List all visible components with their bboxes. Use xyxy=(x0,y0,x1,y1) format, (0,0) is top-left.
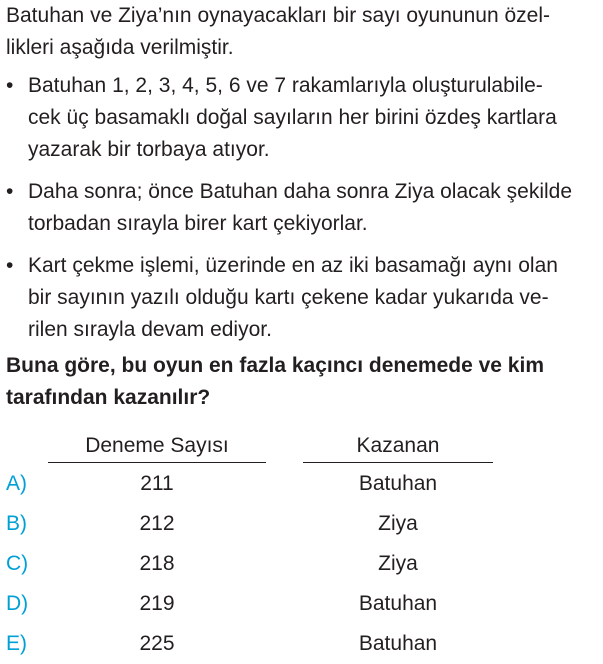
rule-line: rilen sırayla devam ediyor. xyxy=(28,318,272,341)
column-divider xyxy=(48,462,266,463)
option-letter: A) xyxy=(6,472,27,495)
answer-option-a[interactable] xyxy=(0,464,603,504)
rule-line: bir sayının yazılı olduğu kartı çekene kadar yukarıda ve- xyxy=(28,286,549,309)
rule-line: Daha sonra; önce Batuhan daha sonra Ziya olacak şekilde xyxy=(28,180,573,203)
question-text xyxy=(6,350,601,414)
intro-paragraph xyxy=(6,0,601,64)
bullet-icon: • xyxy=(6,180,14,203)
column-header-count: Deneme Sayısı xyxy=(85,434,229,457)
intro-line: likleri aşağıda verilmiştir. xyxy=(6,36,234,59)
bullet-icon: • xyxy=(6,74,14,97)
option-winner: Ziya xyxy=(378,512,418,535)
rule-line: Batuhan 1, 2, 3, 4, 5, 6 ve 7 rakamlarıyla oluşturulabile- xyxy=(28,74,543,97)
option-count: 219 xyxy=(139,592,175,615)
intro-line: Batuhan ve Ziya’nın oynayacakları bir sayı oyununun özel- xyxy=(6,4,550,27)
rule-line: cek üç basamaklı doğal sayıların her birini özdeş kartlara xyxy=(28,106,557,129)
rule-line: torbadan sırayla birer kart çekiyorlar. xyxy=(28,212,368,235)
rule-item xyxy=(0,70,603,166)
answer-option-c[interactable] xyxy=(0,544,603,584)
option-count: 212 xyxy=(139,512,175,535)
rules-list xyxy=(0,70,603,356)
answer-option-e[interactable] xyxy=(0,624,603,664)
option-winner: Batuhan xyxy=(358,472,438,495)
question-line: tarafından kazanılır? xyxy=(6,386,211,409)
option-count: 218 xyxy=(139,552,175,575)
option-winner: Ziya xyxy=(378,552,418,575)
option-letter: D) xyxy=(6,592,29,615)
option-letter: B) xyxy=(6,512,27,535)
bullet-icon: • xyxy=(6,254,14,277)
rule-line: yazarak bir torbaya atıyor. xyxy=(28,138,270,161)
rule-item xyxy=(0,176,603,240)
option-letter: E) xyxy=(6,632,27,655)
question-line: Buna göre, bu oyun en fazla kaçıncı denemede ve kim xyxy=(6,354,544,377)
option-winner: Batuhan xyxy=(358,632,438,655)
rule-item xyxy=(0,250,603,346)
option-letter: C) xyxy=(6,552,29,575)
column-header-winner: Kazanan xyxy=(356,434,440,457)
answer-option-d[interactable] xyxy=(0,584,603,624)
option-count: 211 xyxy=(140,472,174,495)
answer-option-b[interactable] xyxy=(0,504,603,544)
option-count: 225 xyxy=(139,632,175,655)
option-winner: Batuhan xyxy=(358,592,438,615)
rule-line: Kart çekme işlemi, üzerinde en az iki basamağı aynı olan xyxy=(28,254,558,277)
column-divider xyxy=(303,462,493,463)
